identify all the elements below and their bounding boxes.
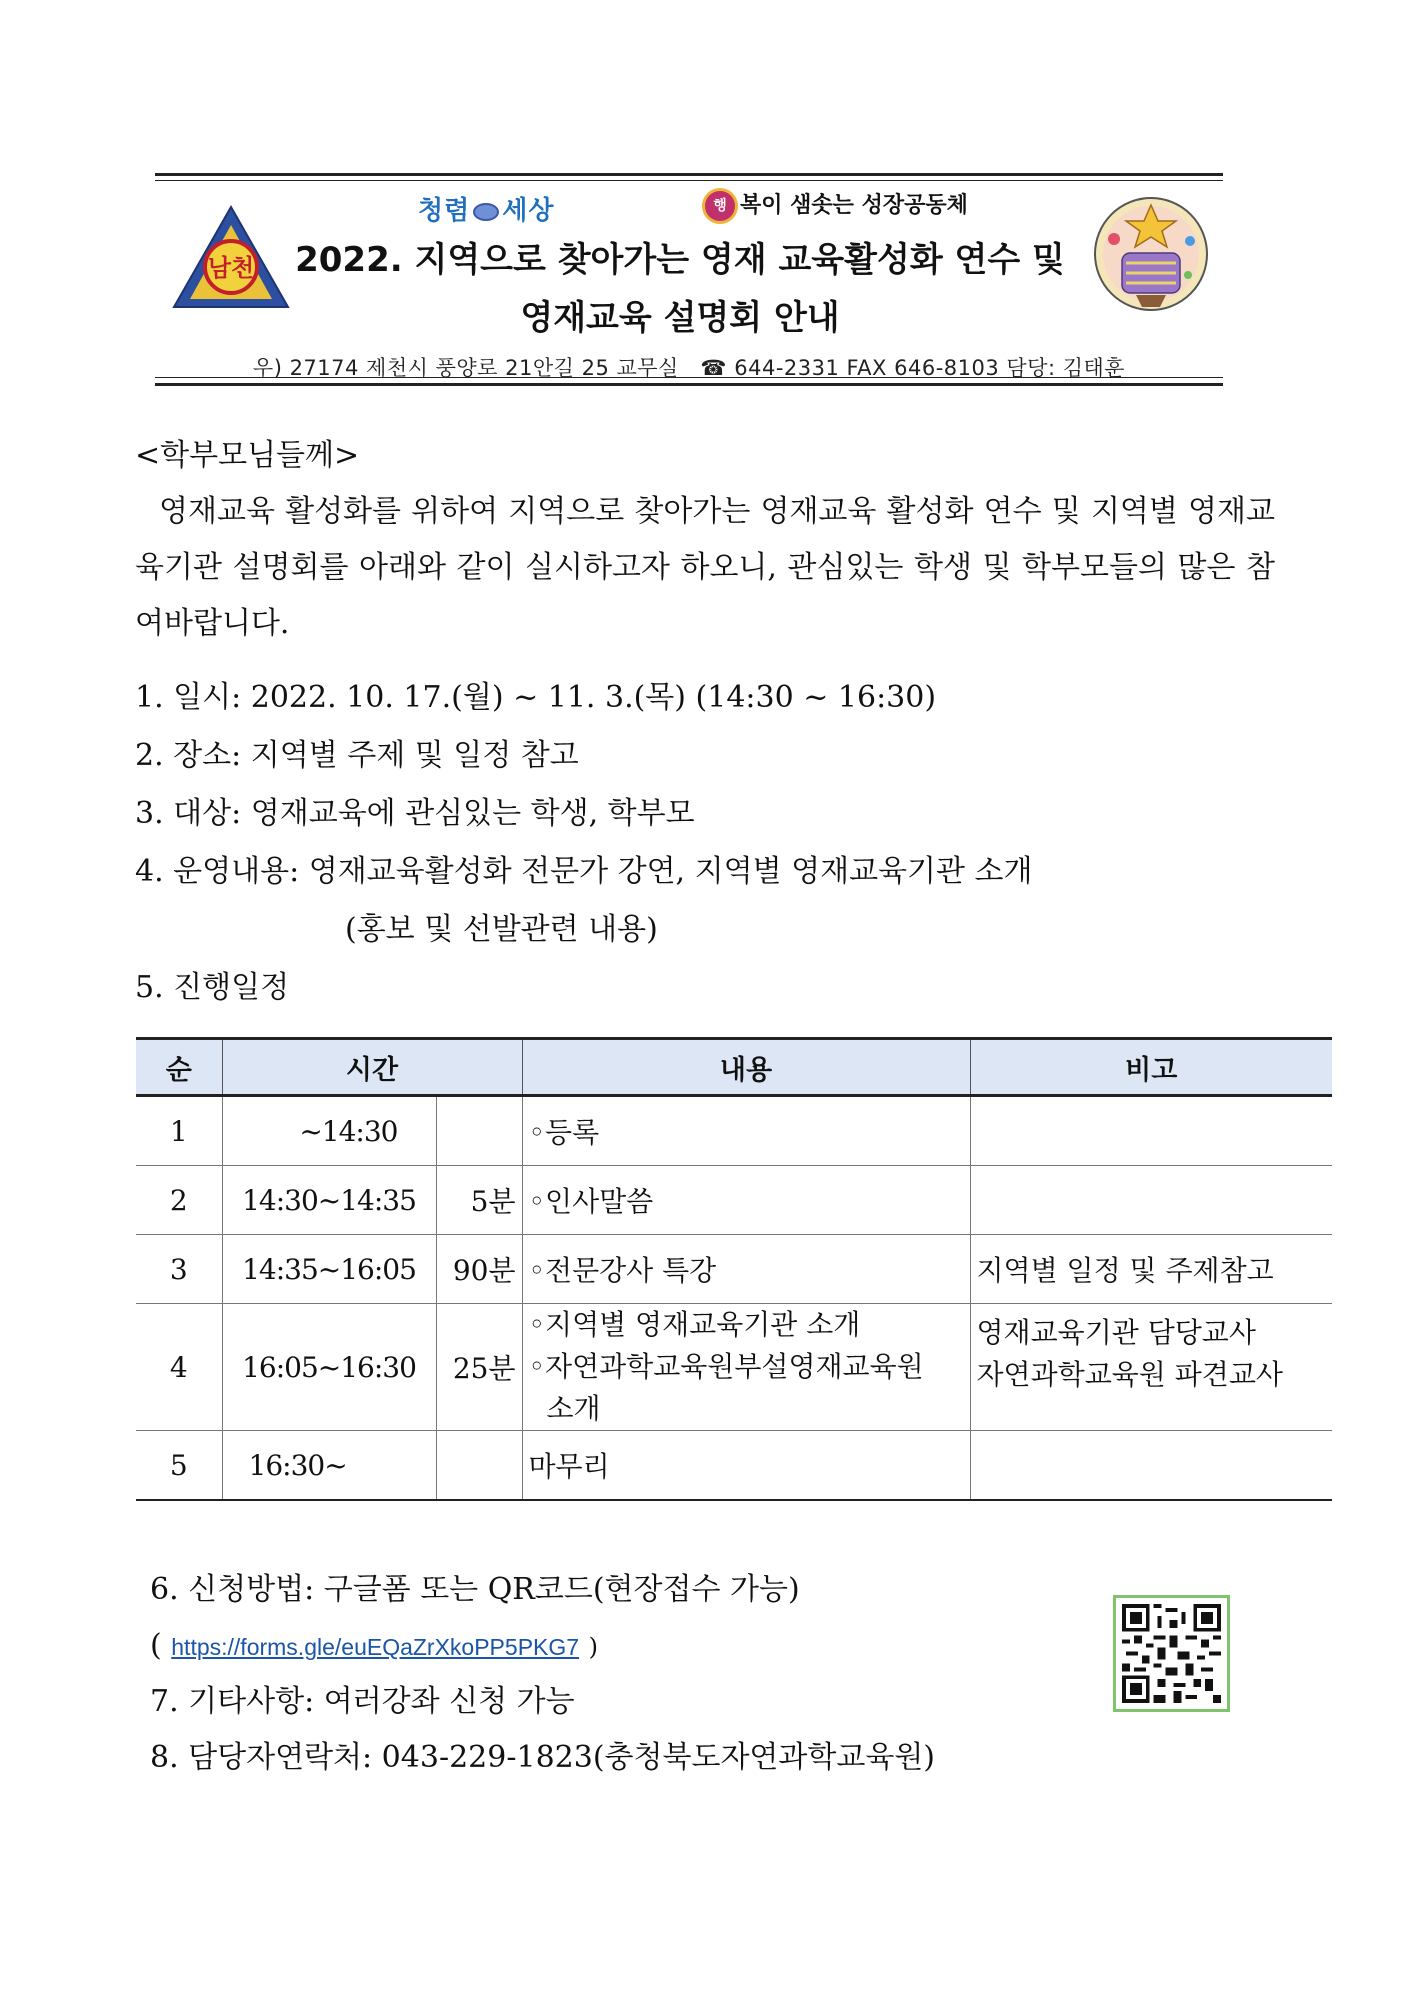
row-note-line: 영재교육기관 담당교사 xyxy=(976,1316,1256,1349)
item-contact: 8. 담당자연락처: 043-229-1823(충청북도자연과학교육원) xyxy=(150,1740,936,1775)
slogan-integrity xyxy=(418,190,554,227)
item-apply: 6. 신청방법: 구글폼 또는 QR코드(현장접수 가능) xyxy=(150,1572,800,1607)
col-header-content: 내용 xyxy=(522,1039,970,1096)
row-content: 마무리 xyxy=(522,1431,970,1501)
item-date: 1. 일시: 2022. 10. 17.(월) ~ 11. 3.(목) (14:30 ~ 16:30) xyxy=(135,680,937,715)
row-no: 1 xyxy=(136,1096,222,1166)
row-content-line: 소개 xyxy=(546,1392,601,1425)
slogan-left-tail: 세상 xyxy=(502,196,555,226)
row-time: 14:30~14:35 xyxy=(222,1166,436,1235)
row-duration: 5분 xyxy=(436,1166,522,1235)
greeting: <학부모님들께> xyxy=(135,438,360,473)
row-time: 16:05~16:30 xyxy=(222,1304,436,1431)
slogan-community xyxy=(702,188,968,224)
google-form-link[interactable]: https://forms.gle/euEQaZrXkoPP5PKG7 xyxy=(171,1634,580,1660)
row-duration xyxy=(436,1431,522,1501)
col-header-no: 순 xyxy=(136,1039,222,1096)
row-no: 4 xyxy=(136,1304,222,1431)
row-no: 3 xyxy=(136,1235,222,1304)
page-title-line1: 2022. 지역으로 찾아가는 영재 교육활성화 연수 및 xyxy=(295,240,1065,280)
row-time: 16:30~ xyxy=(222,1431,436,1501)
row-duration: 25분 xyxy=(436,1304,522,1431)
slogan-right-text: 복이 샘솟는 성장공동체 xyxy=(740,193,968,218)
row-note-line: 자연과학교육원 파견교사 xyxy=(976,1358,1283,1391)
table-row xyxy=(136,1431,1332,1501)
row-content: ◦전문강사 특강 xyxy=(522,1235,970,1304)
row-no: 5 xyxy=(136,1431,222,1501)
item-schedule-heading: 5. 진행일정 xyxy=(135,970,290,1005)
row-note xyxy=(970,1304,1332,1431)
happiness-badge-icon: 행 xyxy=(702,188,738,224)
eye-icon xyxy=(473,203,499,221)
row-no: 2 xyxy=(136,1166,222,1235)
item-content-note: (홍보 및 선발관련 내용) xyxy=(345,912,658,947)
row-content xyxy=(522,1304,970,1431)
item-content: 4. 운영내용: 영재교육활성화 전문가 강연, 지역별 영재교육기관 소개 xyxy=(135,854,1033,889)
address-line xyxy=(155,352,1223,382)
row-content: ◦등록 xyxy=(522,1096,970,1166)
qr-code-icon[interactable] xyxy=(1113,1595,1230,1712)
col-header-time: 시간 xyxy=(222,1039,522,1096)
item-place: 2. 장소: 지역별 주제 및 일정 참고 xyxy=(135,738,579,773)
row-duration xyxy=(436,1096,522,1166)
slogan-left-text: 청렴 xyxy=(418,196,471,226)
header-rule-top xyxy=(155,173,1223,176)
row-time: 14:35~16:05 xyxy=(222,1235,436,1304)
phone-icon: ☎ xyxy=(700,356,728,380)
schedule-table xyxy=(136,1037,1332,1501)
item-target: 3. 대상: 영재교육에 관심있는 학생, 학부모 xyxy=(135,796,695,831)
row-note: 지역별 일정 및 주제참고 xyxy=(970,1235,1332,1304)
row-note xyxy=(970,1431,1332,1501)
item-etc: 7. 기타사항: 여러강좌 신청 가능 xyxy=(150,1684,575,1719)
table-row xyxy=(136,1166,1332,1235)
row-content-line: ◦지역별 영재교육기관 소개 xyxy=(528,1308,861,1341)
header-rule-bottom xyxy=(155,383,1223,386)
link-open-paren: ( xyxy=(150,1628,162,1663)
row-note xyxy=(970,1166,1332,1235)
table-header-row xyxy=(136,1039,1332,1096)
row-content: ◦인사말씀 xyxy=(522,1166,970,1235)
contact-text: 644-2331 FAX 646-8103 담당: 김태훈 xyxy=(734,356,1126,380)
row-content-line: ◦자연과학교육원부설영재교육원 xyxy=(528,1350,924,1383)
table-row xyxy=(136,1096,1332,1166)
address-text: 우) 27174 제천시 풍양로 21안길 25 교무실 xyxy=(252,356,679,380)
col-header-note: 비고 xyxy=(970,1039,1332,1096)
table-row xyxy=(136,1304,1332,1431)
header-rule-top-thin xyxy=(155,180,1223,181)
row-note xyxy=(970,1096,1332,1166)
item-link-line xyxy=(150,1624,598,1669)
table-row xyxy=(136,1235,1332,1304)
intro-paragraph: 영재교육 활성화를 위하여 지역으로 찾아가는 영재교육 활성화 연수 및 지역별 영재교육기관 설명회를 아래와 같이 실시하고자 하오니, 관심있는 학생 및 학부모들의 많은 참여바랍니다. xyxy=(135,494,1275,641)
link-close-paren: ) xyxy=(588,1633,598,1661)
school-logo-text: 남천 xyxy=(207,254,255,282)
page-title-line2: 영재교육 설명회 안내 xyxy=(520,298,840,338)
row-time: ~14:30 xyxy=(222,1096,436,1166)
row-duration: 90분 xyxy=(436,1235,522,1304)
